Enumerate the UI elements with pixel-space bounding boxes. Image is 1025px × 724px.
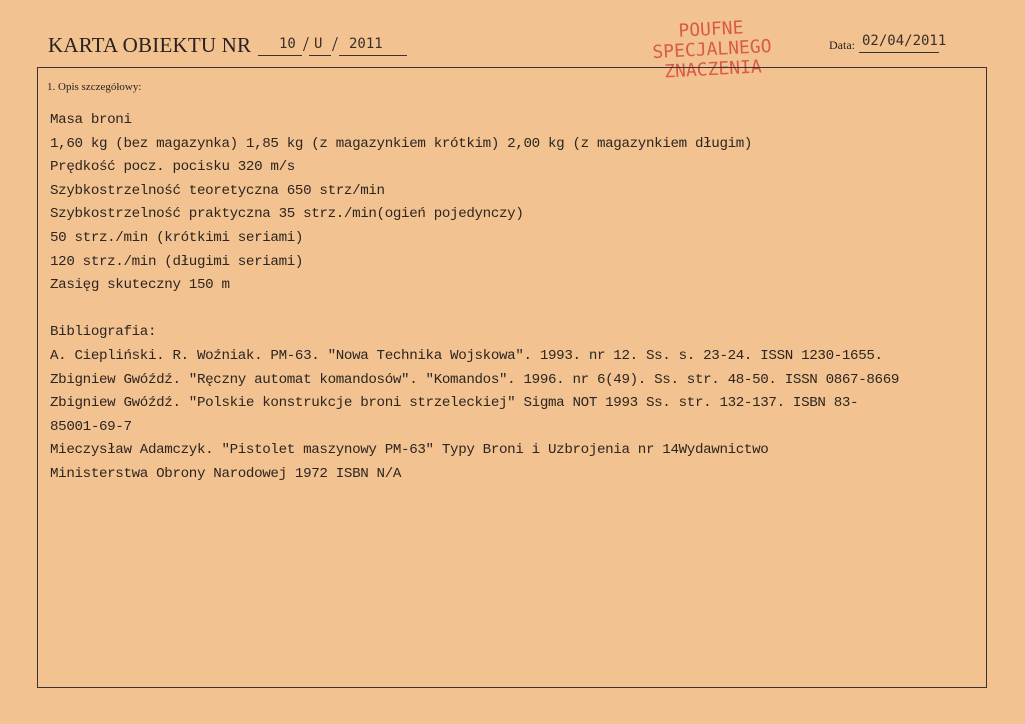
card-number-part1: 10 (279, 36, 296, 52)
description-line: Prędkość pocz. pocisku 320 m/s (50, 159, 295, 176)
bibliography-line: Mieczysław Adamczyk. "Pistolet maszynowy PM-63" Typy Broni i Uzbrojenia nr 14Wydawnictwo (50, 442, 769, 459)
number-separator: / (332, 32, 338, 56)
description-line: Masa broni (50, 112, 132, 128)
stamp-line: POUFNE (677, 17, 744, 42)
bibliography-line: Zbigniew Gwóźdź. "Polskie konstrukcje broni strzeleckiej" Sigma NOT 1993 Ss. str. 132-137. ISBN 83- (50, 395, 859, 412)
bibliography-heading: Bibliografia: (50, 324, 157, 341)
card-title: KARTA OBIEKTU NR (48, 33, 252, 57)
description-line: Szybkostrzelność praktyczna 35 strz./min(ogień pojedynczy) (50, 206, 524, 223)
stamp-line: ZNACZENIA (663, 56, 763, 83)
bibliography-line: 85001-69-7 (50, 418, 132, 435)
bibliography-line: Zbigniew Gwóźdź. "Ręczny automat komandosów". "Komandos". 1996. nr 6(49). Ss. str. 48-50. ISSN 0867-8669 (50, 371, 900, 388)
stamp-line: SPECJALNEGO (651, 35, 773, 64)
card-number-underline-1 (258, 55, 302, 56)
spacer (50, 298, 980, 322)
section-label: 1. Opis szczegółowy: (47, 81, 142, 93)
description-line: 1,60 kg (bez magazynka) 1,85 kg (z magazynkiem krótkim) 2,00 kg (z magazynkiem długim) (50, 135, 753, 152)
description-line: Szybkostrzelność teoretyczna 650 strz/min (50, 182, 385, 199)
date-value: 02/04/2011 (862, 33, 947, 49)
card-number-underline-2 (309, 55, 331, 56)
date-underline (859, 52, 939, 53)
description-line: 50 strz./min (krótkimi seriami) (50, 229, 304, 246)
description-line: 120 strz./min (długimi seriami) (50, 253, 304, 270)
card-number-underline-3 (339, 55, 407, 56)
description-line: Zasięg skuteczny 150 m (50, 277, 230, 294)
card-number-part2: U (314, 36, 323, 52)
date-label: Data: (829, 38, 855, 52)
bibliography-line: A. Ciepliński. R. Woźniak. PM-63. "Nowa Technika Wojskowa". 1993. nr 12. Ss. s. 23-24. ISSN 1230-1655. (50, 347, 883, 364)
card-number-part3: 2011 (349, 36, 383, 52)
description-body (50, 109, 980, 487)
number-separator: / (303, 32, 309, 56)
bibliography-line: Ministerstwa Obrony Narodowej 1972 ISBN N/A (50, 465, 402, 482)
